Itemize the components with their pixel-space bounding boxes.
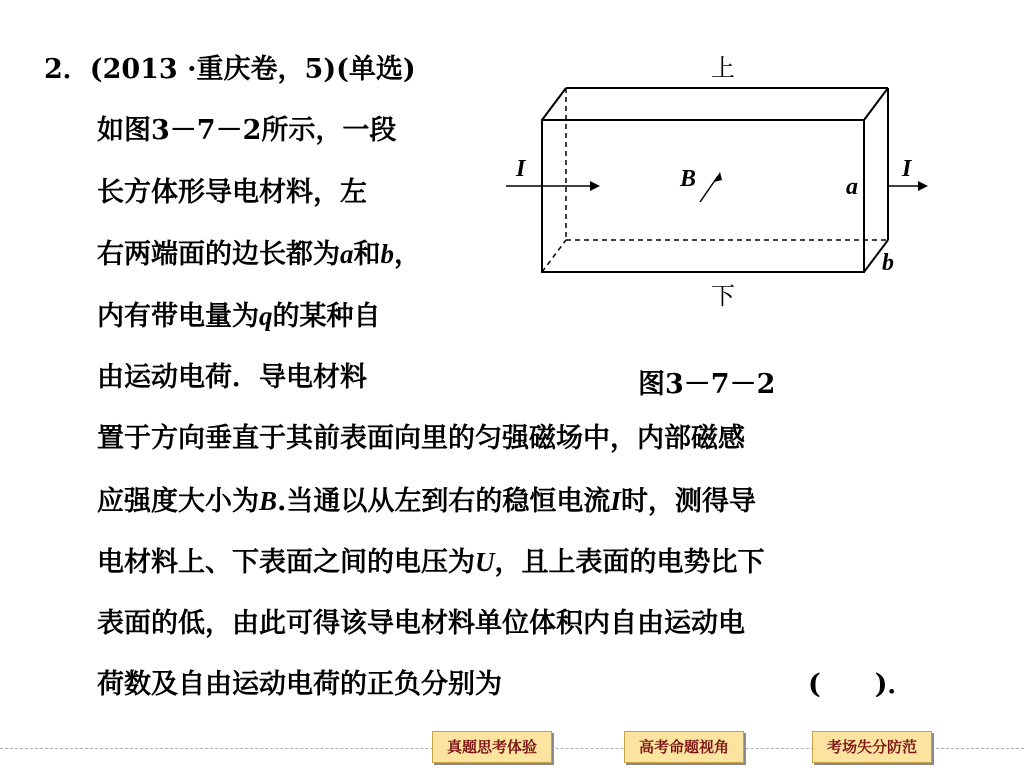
var-I: I [610, 486, 621, 516]
text-line-1: 如图3－7－2所示，一段 [97, 115, 397, 146]
label-current-left: I [516, 156, 526, 182]
label-dim-b: b [882, 250, 894, 276]
figure-box-diagram [490, 40, 940, 340]
source-name: 重庆卷， [196, 54, 305, 85]
source-dot: · [187, 54, 197, 85]
source-num: 5)(单选) [304, 54, 416, 85]
label-dim-a: a [846, 174, 858, 200]
line7-pre: 应强度大小为 [97, 486, 259, 517]
var-B: B [259, 486, 278, 516]
line8-pre: 电材料上、下表面之间的电压为 [97, 547, 475, 578]
var-U: U [475, 547, 495, 577]
label-bottom: 下 [711, 284, 735, 310]
nav-button-exam-review[interactable]: 真题思考体验 [432, 731, 552, 763]
field-B-arrowhead [714, 172, 722, 182]
line8-post: ，且上表面的电势比下 [494, 547, 765, 578]
nav-button-exam-perspective[interactable]: 高考命题视角 [624, 731, 744, 763]
text-line-7 [97, 485, 756, 518]
text-line-4 [97, 300, 381, 333]
front-face [542, 120, 864, 272]
comma-text: ， [394, 239, 421, 270]
hidden-edge-diag [542, 240, 566, 272]
current-in-arrowhead [590, 181, 600, 191]
box-svg [490, 40, 940, 340]
text-line-5: 由运动电荷．导电材料 [97, 362, 367, 393]
line3-text: 右两端面的边长都为 [97, 239, 340, 270]
edge-top-right [864, 88, 888, 120]
text-line-9: 表面的低，由此可得该导电材料单位体积内自由运动电 [97, 608, 745, 639]
var-b: b [380, 239, 394, 269]
line4-post: 的某种自 [272, 301, 381, 332]
answer-blank: ( )． [808, 669, 915, 700]
current-out-arrowhead [918, 181, 928, 191]
nav-button-error-prevention[interactable]: 考场失分防范 [812, 731, 932, 763]
var-q: q [259, 301, 273, 331]
figure-caption: 图3－7－2 [638, 369, 776, 400]
source-open: (2013 [89, 54, 178, 85]
text-line-2: 长方体形导电材料，左 [97, 177, 367, 208]
question-number: 2． [44, 54, 90, 85]
text-line-10: 荷数及自由运动电荷的正负分别为 [97, 669, 502, 700]
label-field-B: B [680, 166, 697, 192]
var-a: a [340, 239, 354, 269]
text-line-3 [97, 238, 421, 271]
edge-top-left [542, 88, 566, 120]
line4-pre: 内有带电量为 [97, 301, 259, 332]
and-text: 和 [353, 239, 381, 270]
line7-post: 时，测得导 [620, 486, 756, 517]
text-line-8 [97, 546, 765, 579]
question-header [44, 54, 416, 86]
text-line-6: 置于方向垂直于其前表面向里的匀强磁场中，内部磁感 [97, 423, 745, 454]
label-top: 上 [711, 56, 735, 82]
label-current-right: I [902, 156, 912, 182]
line7-mid: .当通以从左到右的稳恒电流 [277, 486, 611, 517]
